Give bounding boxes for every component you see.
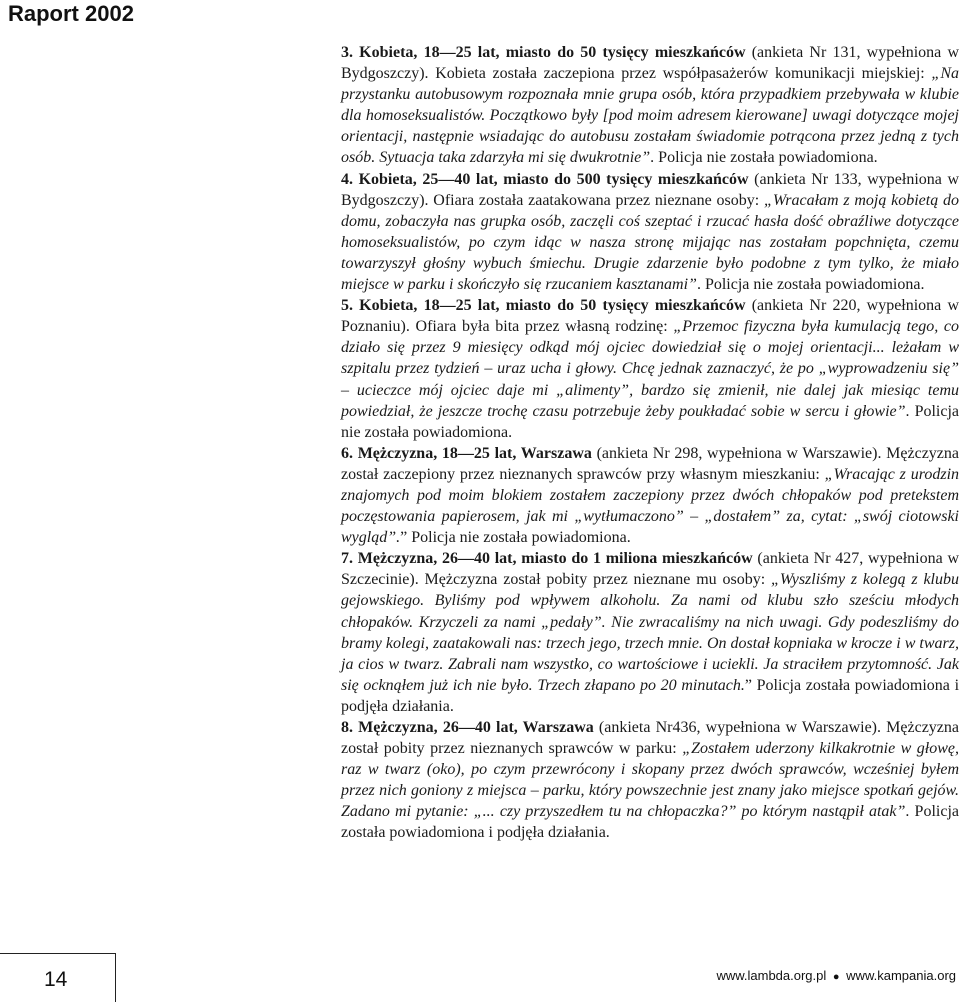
case-entry — [341, 295, 959, 443]
case-quote: „Przemoc fizyczna była kumulacją tego, co działo się przez 9 miesięcy odkąd mój ojciec dowiedział się o mojej orientacji... leżałam w szpitalu przez tydzień – uraz ucha i głowy. Chcę jednak zaznaczyć, że po „wyprowadzeniu się” – ucieczce mój ojciec daje mi „alimenty”, bardzo się zmienił, nie dalej jak miesiąc temu powiedział, że jeszcze trochę czasu potrzebuje żeby poukładać sobie w sercu i głowie” — [341, 318, 959, 420]
bullet-separator-icon: ● — [832, 971, 840, 983]
case-entry — [341, 169, 959, 296]
footer-link-kampania[interactable]: www.kampania.org — [846, 968, 956, 983]
case-entry — [341, 443, 959, 548]
case-source: (ankieta Nr 133, wypełniona w Bydgoszczy). Ofiara została zaatakowana przez nieznane osoby: — [341, 170, 959, 209]
case-source: (ankieta Nr 427, wypełniona w Szczecinie). Mężczyzna został pobity przez nieznane mu osoby: — [341, 550, 959, 589]
case-outcome: . Policja nie została powiadomiona. — [696, 276, 925, 294]
case-heading: 8. Mężczyzna, 26—40 lat, Warszawa — [341, 719, 594, 736]
case-source: (ankieta Nr 298, wypełniona w Warszawie). Mężczyzna został zaczepiony przez nieznanych sprawców przy własnym mieszkaniu: — [341, 444, 960, 483]
case-entry — [341, 548, 959, 717]
case-source: (ankieta Nr 220, wypełniona w Poznaniu). Ofiara była bita przez własną rodzinę: — [341, 297, 960, 336]
page-header-title: Raport 2002 — [8, 1, 134, 26]
case-outcome: . Policja została powiadomiona i podjęła działania. — [341, 803, 959, 842]
footer-link-lambda[interactable]: www.lambda.org.pl — [716, 968, 827, 983]
case-heading: 4. Kobieta, 25—40 lat, miasto do 500 tysięcy mieszkańców — [341, 170, 749, 188]
case-heading: 5. Kobieta, 18—25 lat, miasto do 50 tysięcy mieszkańców — [341, 297, 746, 315]
case-quote: „Wracając z urodzin znajomych pod moim blokiem zostałem zaczepiony przez dwóch chłopaków pod pretekstem poczęstowania papierosem, jak mi „wytłumaczono” – „dostałem” za, cytat: „swój ciotowski wygląd”. — [341, 465, 960, 547]
case-heading: 6. Mężczyzna, 18—25 lat, Warszawa — [341, 444, 592, 462]
case-quote: „Na przystanku autobusowym rozpoznała mnie grupa osób, która przypadkiem przebywała w klubie dla homoseksualistów. Początkowo były [pod moim adresem kierowane] uwagi dotyczące mojej orientacji, następnie wsiadając do autobusu zostałam świadomie potrącona przez jedną z tych osób. Sytuacja taka zdarzyła mi się dwukrotnie” — [341, 65, 959, 167]
footer-links — [716, 968, 956, 983]
case-entry — [341, 42, 959, 169]
case-heading: 3. Kobieta, 18—25 lat, miasto do 50 tysięcy mieszkańców — [341, 44, 746, 61]
report-content — [341, 42, 959, 844]
case-outcome: ” Policja nie została powiadomiona. — [400, 529, 631, 547]
case-outcome: . Policja nie została powiadomiona. — [341, 402, 960, 441]
case-quote: „Zostałem uderzony kilkakrotnie w głowę, raz w twarz (oko), po czym przewrócony i skopany przez dwóch sprawców, wcześniej byłem przez nich goniony z miejsca – parku, który powszechnie jest znany jako miejsce spotkań gejów. Zadano mi pytanie: „... czy przyszedłem tu na chłopaczka?” po którym nastąpił atak” — [341, 740, 959, 821]
case-source: (ankieta Nr436, wypełniona w Warszawie). Mężczyzna został pobity przez nieznanych sprawców w parku: — [341, 719, 959, 758]
case-heading: 7. Mężczyzna, 26—40 lat, miasto do 1 miliona mieszkańców — [341, 550, 753, 568]
case-entry — [341, 717, 959, 844]
case-outcome: . Policja nie została powiadomiona. — [650, 149, 878, 167]
case-quote: „Wyszliśmy z kolegą z klubu gejowskiego. Byliśmy pod wpływem alkoholu. Za nami od klubu szło sześciu młodych chłopaków. Krzyczeli za nami „pedały”. Nie zwracaliśmy na nich uwagi. Gdy podeszliśmy do bramy kolegi, zaatakowali nas: trzech jego, trzech mnie. On dostał kopniaka w krocze i w twarz, ja cios w twarz. Zabrali nam wszystko, co wartościowe i uciekli. Ja straciłem przytomność. Jak się ocknąłem już ich nie było. Trzech złapano po 20 minutach. — [341, 571, 959, 694]
case-outcome: ” Policja została powiadomiona i podjęła działania. — [341, 676, 960, 715]
case-quote: „Wracałam z moją kobietą do domu, zobaczyła nas grupka osób, zaczęli coś szeptać i rzucać hasła dość obraźliwe dotyczące homoseksualistów, po czym idąc w nasza stronę mijając nas zostałam popchnięta, czemu towarzyszył głośny wybuch śmiechu. Drugie zdarzenie było podobne z tym tylko, że miało miejsce w parku i skończyło się rzucaniem kasztanami” — [341, 191, 959, 294]
case-source: (ankieta Nr 131, wypełniona w Bydgoszczy). Kobieta została zaczepiona przez współpasażerów komunikacji miejskiej: — [341, 44, 960, 83]
page-number: 14 — [44, 968, 68, 991]
